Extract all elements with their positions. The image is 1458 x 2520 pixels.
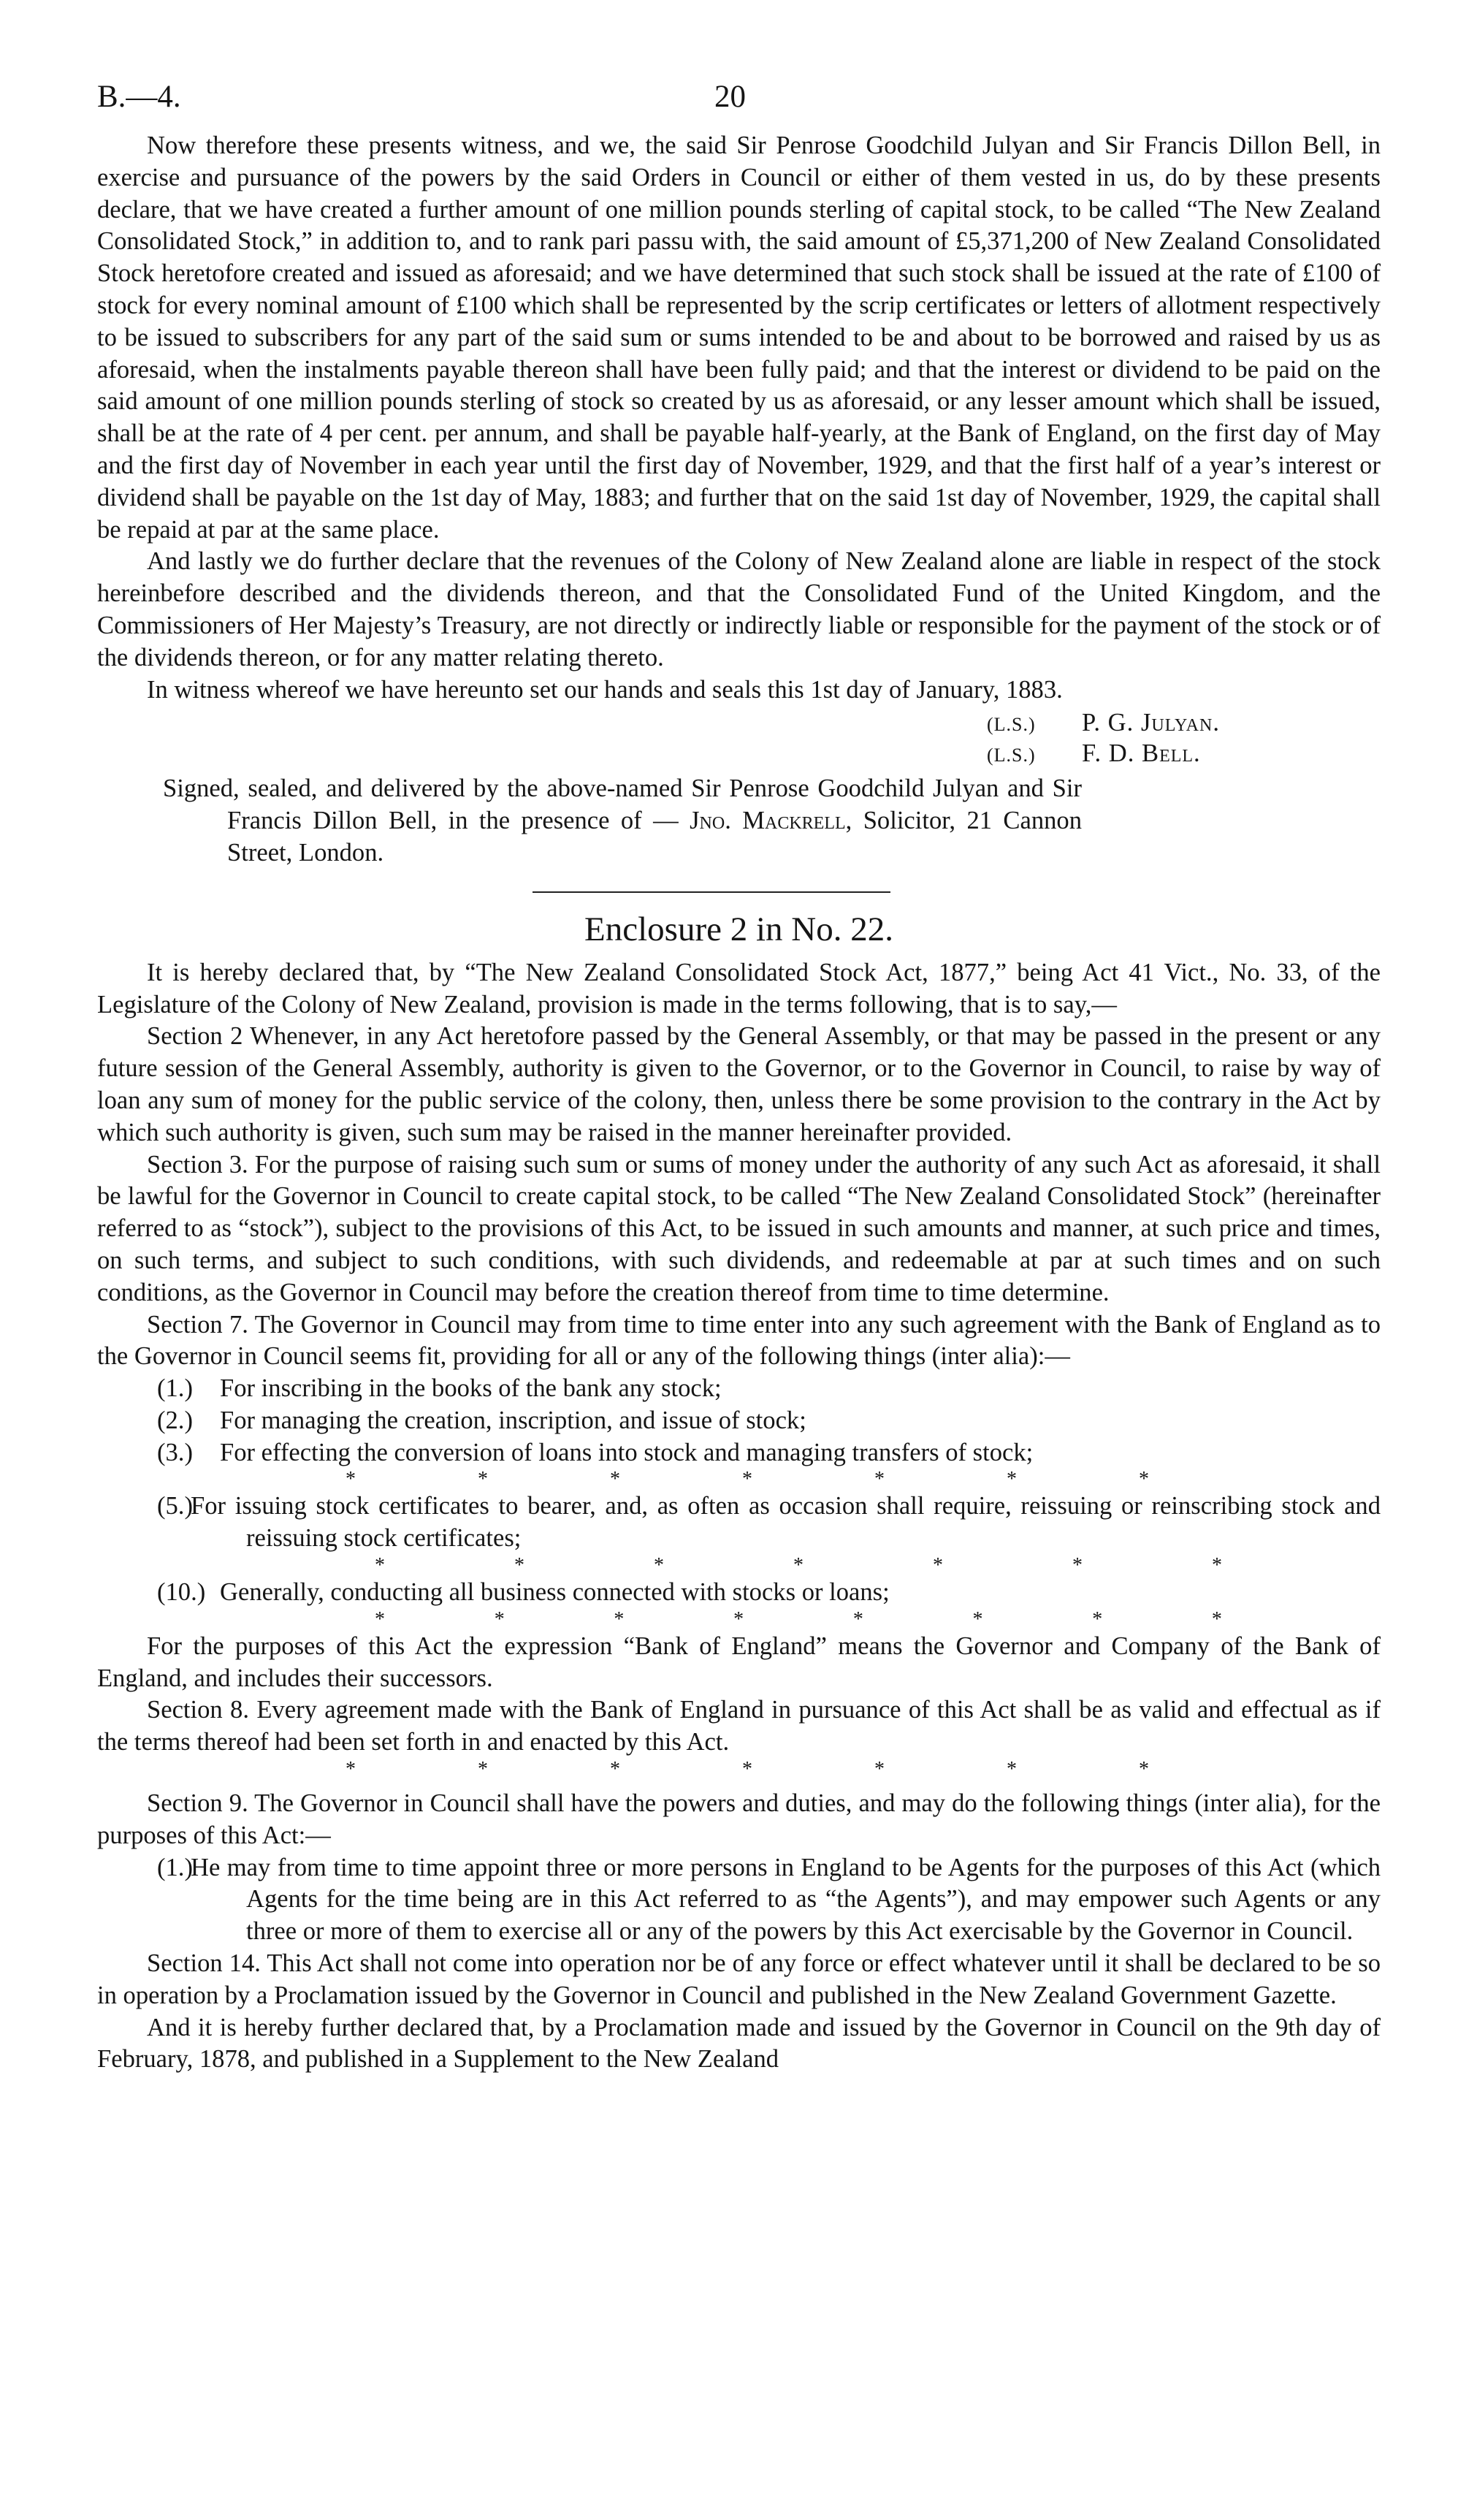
section-8: Section 8. Every agreement made with the Bank of England in pursuance of this Act shall be as valid and effectual as if the terms thereof had been set forth in and enacted by this Act. [97, 1696, 1381, 1756]
page-number: 20 [714, 80, 746, 114]
signatory-name: F. D. Bell. [1082, 739, 1201, 768]
seal-mark: (L.S.) [987, 714, 1036, 736]
list-item: (5.) For issuing stock certificates to bearer, and, as often as occasion shall require, reissuing or reinscribing stock and reissuing stock certificates; [157, 1492, 1381, 1553]
omission-asterisks: * * * * * * * [375, 1554, 1222, 1577]
list-item: (3.) For effecting the conversion of loans into stock and managing transfers of stock; [157, 1438, 1034, 1466]
paragraph-liability: And lastly we do further declare that the revenues of the Colony of New Zealand alone are liable in respect of the stock hereinbefore described and the dividends thereon, and that the Consolidated Fund of the United Kingdom, and the Commissioners of Her Majesty’s Treasury, are not directly or indirectly liable or responsible for the payment of the stock or of the dividends thereon, or for any matter relating thereto. [97, 547, 1381, 671]
enclosure-intro: It is hereby declared that, by “The New Zealand Consolidated Stock Act, 1877,” being Act 41 Vict., No. 33, of the Legislature of the Colony of New Zealand, provision is made in the terms following, that is to say,— [97, 958, 1381, 1019]
section-9: Section 9. The Governor in Council shall have the powers and duties, and may do the following things (inter alia), for the purposes of this Act:— [97, 1789, 1381, 1849]
omission-asterisks: * * * * * * * [346, 1468, 1149, 1491]
witness-name: Jno. Mackrell [690, 807, 846, 835]
attestation-clause: Signed, sealed, and delivered by the above-named Sir Penrose Goodchild Julyan and Sir Francis Dillon Bell, in the presence of — Jno. Mackrell, Solicitor, 21 Cannon Street, London. [163, 774, 1082, 867]
section-14: Section 14. This Act shall not come into operation nor be of any force or effect whatever until it shall be declared to be so in operation by a Proclamation issued by the Governor in Council and published in the New Zealand Government Gazette. [97, 1949, 1381, 2009]
signature-row [987, 738, 1201, 771]
signature-row [987, 707, 1220, 740]
page-header [97, 79, 1381, 123]
signature-block [97, 706, 1381, 769]
signatory-name: P. G. Julyan. [1082, 709, 1220, 737]
report-reference: B.—4. [97, 80, 181, 114]
proclamation-paragraph: And it is hereby further declared that, by a Proclamation made and issued by the Governor in Council on the 9th day of February, 1878, and published in a Supplement to the New Zealand [97, 2013, 1381, 2074]
paragraph-declaration: Now therefore these presents witness, and we, the said Sir Penrose Goodchild Julyan and Sir Francis Dillon Bell, in exercise and pursuance of the powers by the said Orders in Council or either of them vested in us, do by these presents declare, that we have created a further amount of one million pounds sterling of capital stock, to be called “The New Zealand Consolidated Stock,” in addition to, and to rank pari passu with, the said amount of £5,371,200 of New Zealand Consolidated Stock heretofore created and issued as aforesaid; and we have determined that such stock shall be issued at the rate of £100 of stock for every nominal amount of £100 which shall be represented by the scrip certificates or letters of allotment respectively to be issued to subscribers for any part of the said sum or sums intended to be and about to be borrowed and raised by us as aforesaid, when the instalments payable thereon shall have been fully paid; and that the interest or dividend to be paid on the said amount of one million pounds sterling of stock so created by us as aforesaid, or any lesser amount which shall be issued, shall be at the rate of 4 per cent. per annum, and shall be payable half-yearly, at the Bank of England, on the first day of May and the first day of November in each year until the first day of November, 1929, and that the first half of a year’s interest or dividend shall be payable on the 1st day of May, 1883; and further that on the said 1st day of November, 1929, the capital shall be repaid at par at the same place. [97, 132, 1381, 544]
omission-asterisks: * * * * * * * * [375, 1607, 1222, 1631]
paragraph-witness: In witness whereof we have hereunto set our hands and seals this 1st day of January, 1883. [147, 675, 1063, 704]
section-3: Section 3. For the purpose of raising such sum or sums of money under the authority of any such Act as aforesaid, it shall be lawful for the Governor in Council to create capital stock, to be called “The New Zealand Consolidated Stock” (hereinafter referred to as “stock”), subject to the provisions of this Act, to be issued in such amounts and manner, at such price and times, on such terms, and subject to such conditions, with such dividends, and redeemable at par at such times and on such conditions, as the Governor in Council may before the creation thereof from time to time determine. [97, 1150, 1381, 1306]
page-content [97, 79, 1381, 2076]
omission-asterisks: * * * * * * * [346, 1758, 1149, 1781]
list-item: (1.) For inscribing in the books of the bank any stock; [157, 1374, 722, 1403]
section-7: Section 7. The Governor in Council may from time to time enter into any such agreement with the Bank of England as to the Governor in Council seems fit, providing for all or any of the following things (inter alia):— [97, 1310, 1381, 1371]
section-2: Section 2 Whenever, in any Act heretofore passed by the General Assembly, or that may be passed in the present or any future session of the General Assembly, authority is given to the Governor, or to the Governor in Council, to raise by way of loan any sum of money for the public service of the colony, then, unless there be some provision to the contrary in the Act by which such authority is given, such sum may be raised in the manner hereinafter provided. [97, 1022, 1381, 1146]
section-divider [533, 891, 890, 893]
list-item: (2.) For managing the creation, inscription, and issue of stock; [157, 1406, 806, 1434]
list-item: (1.) He may from time to time appoint three or more persons in England to be Agents for the purposes of this Act (which Agents for the time being are in this Act referred to as “the Agents”), and may empower such Agents or any three or more of them to exercise all or any of the powers by this Act exercisable by the Governor in Council. [157, 1853, 1381, 1946]
enclosure-title: Enclosure 2 in No. 22. [584, 910, 893, 948]
list-item: (10.) Generally, conducting all business connected with stocks or loans; [157, 1578, 890, 1607]
seal-mark: (L.S.) [987, 745, 1036, 766]
bank-of-england-definition: For the purposes of this Act the expression “Bank of England” means the Governor and Company of the Bank of England, and includes their successors. [97, 1632, 1381, 1692]
